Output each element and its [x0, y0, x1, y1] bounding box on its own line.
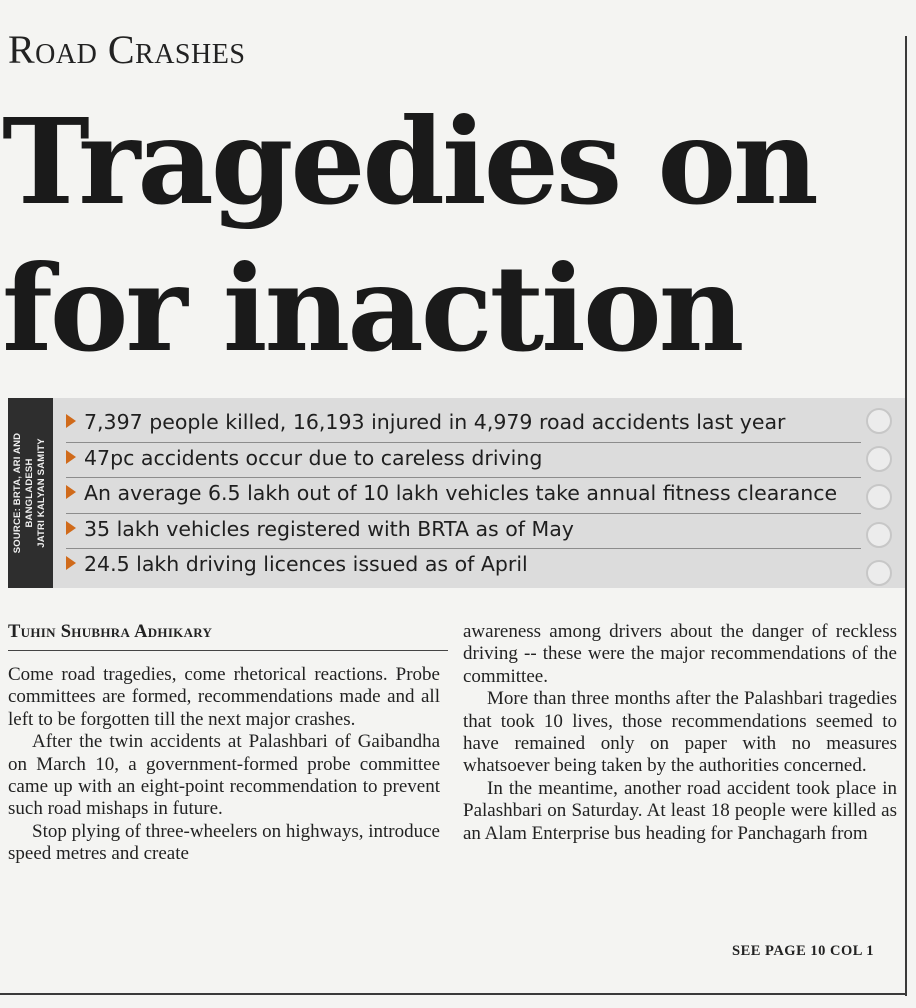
circle-icon — [866, 484, 892, 510]
circle-icon — [866, 408, 892, 434]
paragraph: awareness among drivers about the danger of reckless driving -- these were the major recommendations of the committee. — [463, 621, 897, 687]
byline-rule — [8, 650, 448, 651]
fact-box — [8, 398, 905, 588]
fact-list — [66, 407, 861, 584]
column-rule — [905, 36, 907, 996]
arrow-icon — [66, 450, 76, 464]
headline-line-2: for inaction — [2, 239, 742, 378]
paragraph: After the twin accidents at Palashbari of Gaibandha on March 10, a government-formed probe committee came up with an eight-point recommendation to prevent such road mishaps in future. — [8, 731, 440, 820]
headline — [2, 88, 902, 382]
paragraph: In the meantime, another road accident took place in Palashbari on Saturday. At least 18 people were killed as an Alam Enterprise bus heading for Panchagarh from — [463, 777, 897, 844]
byline: Tuhin Shubhra Adhikary — [8, 622, 213, 642]
headline-line-1: Tragedies on — [2, 92, 816, 231]
body-column-1 — [8, 664, 440, 866]
body-column-2 — [463, 621, 897, 845]
circle-icon — [866, 560, 892, 586]
fact-item: 7,397 people killed, 16,193 injured in 4,979 road accidents last year — [66, 407, 861, 443]
source-strip — [8, 398, 53, 588]
source-credit: SOURCE: BRTA, ARI AND BANGLADESH JATRI KALYAN SAMITY — [12, 432, 47, 554]
arrow-icon — [66, 521, 76, 535]
arrow-icon — [66, 414, 76, 428]
bottom-rule — [0, 993, 905, 995]
paragraph: Come road tragedies, come rhetorical reactions. Probe committees are formed, recommendations made and all left to be forgotten till the next major crashes. — [8, 664, 440, 730]
paragraph: Stop plying of three-wheelers on highways, introduce speed metres and create — [8, 820, 440, 865]
fact-item: 35 lakh vehicles registered with BRTA as of May — [66, 514, 861, 550]
section-kicker: Road Crashes — [8, 27, 246, 72]
arrow-icon — [66, 556, 76, 570]
paragraph: More than three months after the Palashbari tragedies that took 10 lives, those recommendations seemed to have remained only on paper with no measures whatsoever being taken by the authorities concerned. — [463, 688, 897, 777]
continuation-note[interactable]: SEE PAGE 10 COL 1 — [732, 943, 874, 959]
fact-item: 47pc accidents occur due to careless driving — [66, 443, 861, 479]
circle-icon — [866, 522, 892, 548]
decorative-circles — [866, 408, 896, 598]
arrow-icon — [66, 485, 76, 499]
circle-icon — [866, 446, 892, 472]
fact-item: An average 6.5 lakh out of 10 lakh vehicles take annual fitness clearance — [66, 478, 861, 514]
fact-item: 24.5 lakh driving licences issued as of April — [66, 549, 861, 584]
